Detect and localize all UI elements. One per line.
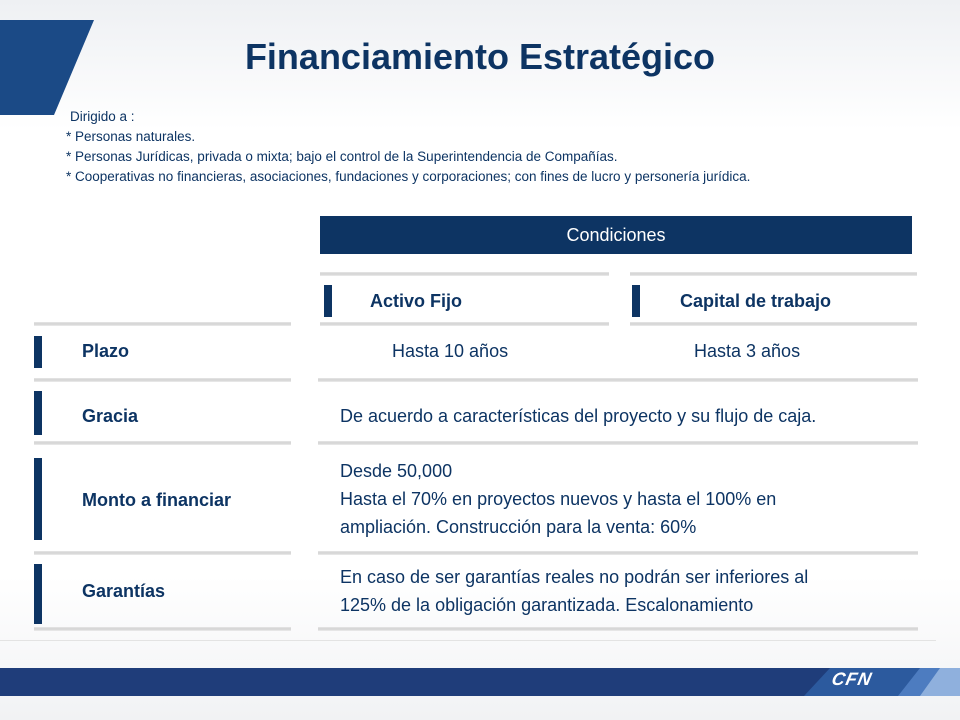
footer-divider — [0, 640, 936, 641]
gracia-value: De acuerdo a características del proyecto y su flujo de caja. — [340, 406, 817, 426]
row-marker — [34, 564, 42, 624]
garantias-value — [340, 563, 808, 619]
column-header-capital-trabajo: Capital de trabajo — [680, 291, 832, 311]
cfn-logo — [829, 668, 914, 692]
row-marker — [34, 391, 42, 435]
column-marker — [324, 285, 332, 317]
separator — [34, 627, 291, 631]
row-marker — [34, 458, 42, 540]
separator — [318, 441, 918, 445]
row-label-garantias: Garantías — [82, 581, 166, 601]
row-marker — [34, 336, 42, 368]
cfn-logo-text: CFN — [829, 669, 875, 689]
separator — [34, 378, 291, 382]
garantias-line: En caso de ser garantías reales no podrán ser inferiores al — [340, 567, 809, 587]
separator — [320, 322, 609, 326]
plazo-activo-fijo: Hasta 10 años — [392, 341, 509, 361]
page-title: Financiamiento Estratégico — [244, 36, 716, 77]
separator — [318, 627, 918, 631]
intro-block — [66, 107, 750, 187]
intro-line: * Cooperativas no financieras, asociaciones, fundaciones y corporaciones; con fines de lucro y personería jurídica. — [66, 169, 751, 184]
monto-line: ampliación. Construcción para la venta: 60% — [340, 517, 697, 537]
intro-line: * Personas naturales. — [66, 129, 196, 144]
garantias-line: 125% de la obligación garantizada. Escalonamiento — [340, 595, 754, 615]
separator — [630, 322, 917, 326]
monto-value — [340, 457, 776, 541]
separator — [34, 551, 291, 555]
column-marker — [632, 285, 640, 317]
separator — [630, 272, 917, 276]
monto-line: Hasta el 70% en proyectos nuevos y hasta el 100% en — [340, 489, 777, 509]
conditions-header: Condiciones — [320, 216, 912, 254]
intro-heading: Dirigido a : — [70, 109, 135, 124]
intro-line: * Personas Jurídicas, privada o mixta; bajo el control de la Superintendencia de Compañías. — [66, 149, 618, 164]
column-header-activo-fijo: Activo Fijo — [370, 291, 463, 311]
monto-line: Desde 50,000 — [340, 461, 453, 481]
plazo-capital-trabajo: Hasta 3 años — [694, 341, 801, 361]
separator — [320, 272, 609, 276]
row-label-gracia: Gracia — [82, 406, 139, 426]
separator — [34, 441, 291, 445]
separator — [318, 378, 918, 382]
separator — [318, 551, 918, 555]
row-label-plazo: Plazo — [82, 341, 130, 361]
row-label-monto: Monto a financiar — [82, 490, 232, 510]
separator — [34, 322, 291, 326]
